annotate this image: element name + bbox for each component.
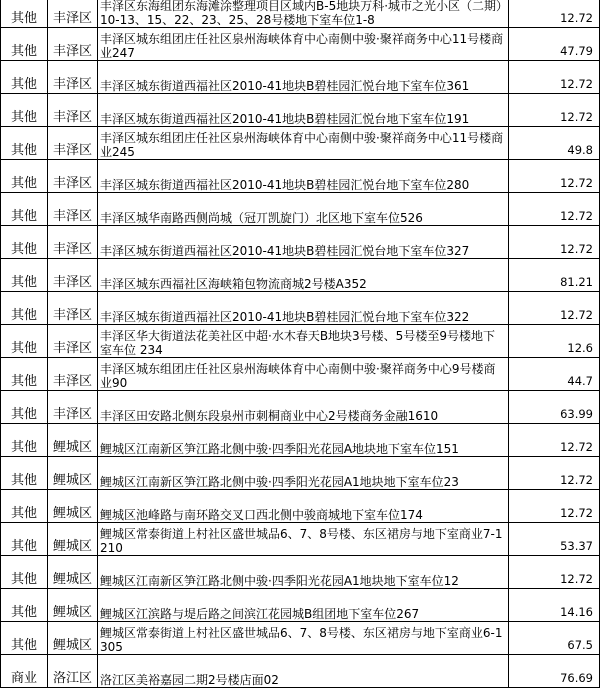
address-cell: 丰泽区华大街道法花美社区中超·水木春天B地块3号楼、5号楼至9号楼地下室车位 234 <box>98 325 509 358</box>
table-row <box>1 325 600 358</box>
address-cell: 鲤城区常泰街道上村社区盛世城品6、7、8号楼、东区裙房与地下室商业7-1210 <box>98 523 509 556</box>
type-cell: 其他 <box>1 0 48 28</box>
address-cell: 丰泽区东海组团东海滩涂整理项目区域内B-5地块万科·城市之光小区（二期）10-13、15、22、23、25、28号楼地下室车位1-8 <box>98 0 509 28</box>
area-cell: 49.8 <box>509 127 600 160</box>
area-cell: 12.72 <box>509 424 600 457</box>
table-row <box>1 226 600 259</box>
table-row <box>1 556 600 589</box>
type-cell: 其他 <box>1 292 48 325</box>
address-cell: 鲤城区江南新区笋江路北侧中骏·四季阳光花园A1地块地下室车位23 <box>98 457 509 490</box>
district-cell: 鲤城区 <box>48 556 98 589</box>
type-cell: 其他 <box>1 457 48 490</box>
type-cell: 其他 <box>1 556 48 589</box>
table-row <box>1 193 600 226</box>
district-cell: 丰泽区 <box>48 391 98 424</box>
district-cell: 丰泽区 <box>48 61 98 94</box>
type-cell: 其他 <box>1 61 48 94</box>
district-cell: 丰泽区 <box>48 325 98 358</box>
table-row <box>1 127 600 160</box>
table-row <box>1 490 600 523</box>
district-cell: 丰泽区 <box>48 94 98 127</box>
district-cell: 洛江区 <box>48 655 98 688</box>
table-row <box>1 424 600 457</box>
table-row <box>1 0 600 28</box>
district-cell: 鲤城区 <box>48 523 98 556</box>
table-row <box>1 358 600 391</box>
table-row <box>1 94 600 127</box>
area-cell: 14.16 <box>509 589 600 622</box>
address-cell: 丰泽区田安路北侧东段泉州市刺桐商业中心2号楼商务金融1610 <box>98 391 509 424</box>
table-row <box>1 391 600 424</box>
type-cell: 其他 <box>1 160 48 193</box>
area-cell: 12.72 <box>509 0 600 28</box>
type-cell: 其他 <box>1 589 48 622</box>
address-cell: 丰泽区城东街道西福社区2010-41地块B碧桂园汇悦台地下室车位191 <box>98 94 509 127</box>
type-cell: 其他 <box>1 259 48 292</box>
type-cell: 其他 <box>1 94 48 127</box>
address-cell: 鲤城区江南新区笋江路北侧中骏·四季阳光花园A1地块地下室车位12 <box>98 556 509 589</box>
district-cell: 丰泽区 <box>48 358 98 391</box>
district-cell: 丰泽区 <box>48 160 98 193</box>
table-row <box>1 622 600 655</box>
area-cell: 12.72 <box>509 457 600 490</box>
table-row <box>1 28 600 61</box>
address-cell: 鲤城区江南新区笋江路北侧中骏·四季阳光花园A地块地下室车位151 <box>98 424 509 457</box>
table-row <box>1 589 600 622</box>
district-cell: 丰泽区 <box>48 226 98 259</box>
address-cell: 丰泽区城东街道西福社区2010-41地块B碧桂园汇悦台地下室车位327 <box>98 226 509 259</box>
table-row <box>1 523 600 556</box>
district-cell: 丰泽区 <box>48 259 98 292</box>
type-cell: 其他 <box>1 523 48 556</box>
table-row <box>1 160 600 193</box>
table-row <box>1 655 600 688</box>
area-cell: 63.99 <box>509 391 600 424</box>
type-cell: 其他 <box>1 28 48 61</box>
district-cell: 丰泽区 <box>48 28 98 61</box>
area-cell: 47.79 <box>509 28 600 61</box>
address-cell: 丰泽区城华南路西侧尚城（冠丌凯旋门）北区地下室车位526 <box>98 193 509 226</box>
address-cell: 鲤城区池峰路与南环路交叉口西北侧中骏商城地下室车位174 <box>98 490 509 523</box>
type-cell: 其他 <box>1 391 48 424</box>
address-cell: 鲤城区常泰街道上村社区盛世城品6、7、8号楼、东区裙房与地下室商业6-1305 <box>98 622 509 655</box>
type-cell: 其他 <box>1 193 48 226</box>
type-cell: 其他 <box>1 325 48 358</box>
district-cell: 丰泽区 <box>48 0 98 28</box>
area-cell: 67.5 <box>509 622 600 655</box>
address-cell: 丰泽区城东组团庄任社区泉州海峡体育中心南侧中骏·聚祥商务中心11号楼商业247 <box>98 28 509 61</box>
area-cell: 12.72 <box>509 61 600 94</box>
area-cell: 12.72 <box>509 490 600 523</box>
area-cell: 44.7 <box>509 358 600 391</box>
area-cell: 12.72 <box>509 226 600 259</box>
district-cell: 丰泽区 <box>48 193 98 226</box>
area-cell: 53.37 <box>509 523 600 556</box>
address-cell: 丰泽区城东街道西福社区2010-41地块B碧桂园汇悦台地下室车位361 <box>98 61 509 94</box>
type-cell: 其他 <box>1 226 48 259</box>
district-cell: 鲤城区 <box>48 622 98 655</box>
table-row <box>1 259 600 292</box>
area-cell: 81.21 <box>509 259 600 292</box>
asset-table-body <box>1 0 600 688</box>
district-cell: 鲤城区 <box>48 424 98 457</box>
address-cell: 丰泽区城东组团庄任社区泉州海峡体育中心南侧中骏·聚祥商务中心9号楼商业90 <box>98 358 509 391</box>
type-cell: 其他 <box>1 622 48 655</box>
type-cell: 其他 <box>1 490 48 523</box>
district-cell: 鲤城区 <box>48 490 98 523</box>
district-cell: 丰泽区 <box>48 127 98 160</box>
type-cell: 其他 <box>1 127 48 160</box>
address-cell: 丰泽区城东街道西福社区2010-41地块B碧桂园汇悦台地下室车位280 <box>98 160 509 193</box>
address-cell: 丰泽区城东组团庄任社区泉州海峡体育中心南侧中骏·聚祥商务中心11号楼商业245 <box>98 127 509 160</box>
table-row <box>1 61 600 94</box>
address-cell: 鲤城区江滨路与堤后路之间滨江花园城B组团地下室车位267 <box>98 589 509 622</box>
address-cell: 丰泽区城东西福社区海峡箱包物流商城2号楼A352 <box>98 259 509 292</box>
table-row <box>1 457 600 490</box>
type-cell: 其他 <box>1 424 48 457</box>
area-cell: 76.69 <box>509 655 600 688</box>
type-cell: 其他 <box>1 358 48 391</box>
area-cell: 12.72 <box>509 193 600 226</box>
area-cell: 12.72 <box>509 292 600 325</box>
area-cell: 12.72 <box>509 94 600 127</box>
district-cell: 鲤城区 <box>48 457 98 490</box>
area-cell: 12.6 <box>509 325 600 358</box>
type-cell: 商业 <box>1 655 48 688</box>
address-cell: 洛江区美裕嘉园二期2号楼店面02 <box>98 655 509 688</box>
area-cell: 12.72 <box>509 160 600 193</box>
area-cell: 12.72 <box>509 556 600 589</box>
district-cell: 鲤城区 <box>48 589 98 622</box>
table-row <box>1 292 600 325</box>
address-cell: 丰泽区城东街道西福社区2010-41地块B碧桂园汇悦台地下室车位322 <box>98 292 509 325</box>
district-cell: 丰泽区 <box>48 292 98 325</box>
